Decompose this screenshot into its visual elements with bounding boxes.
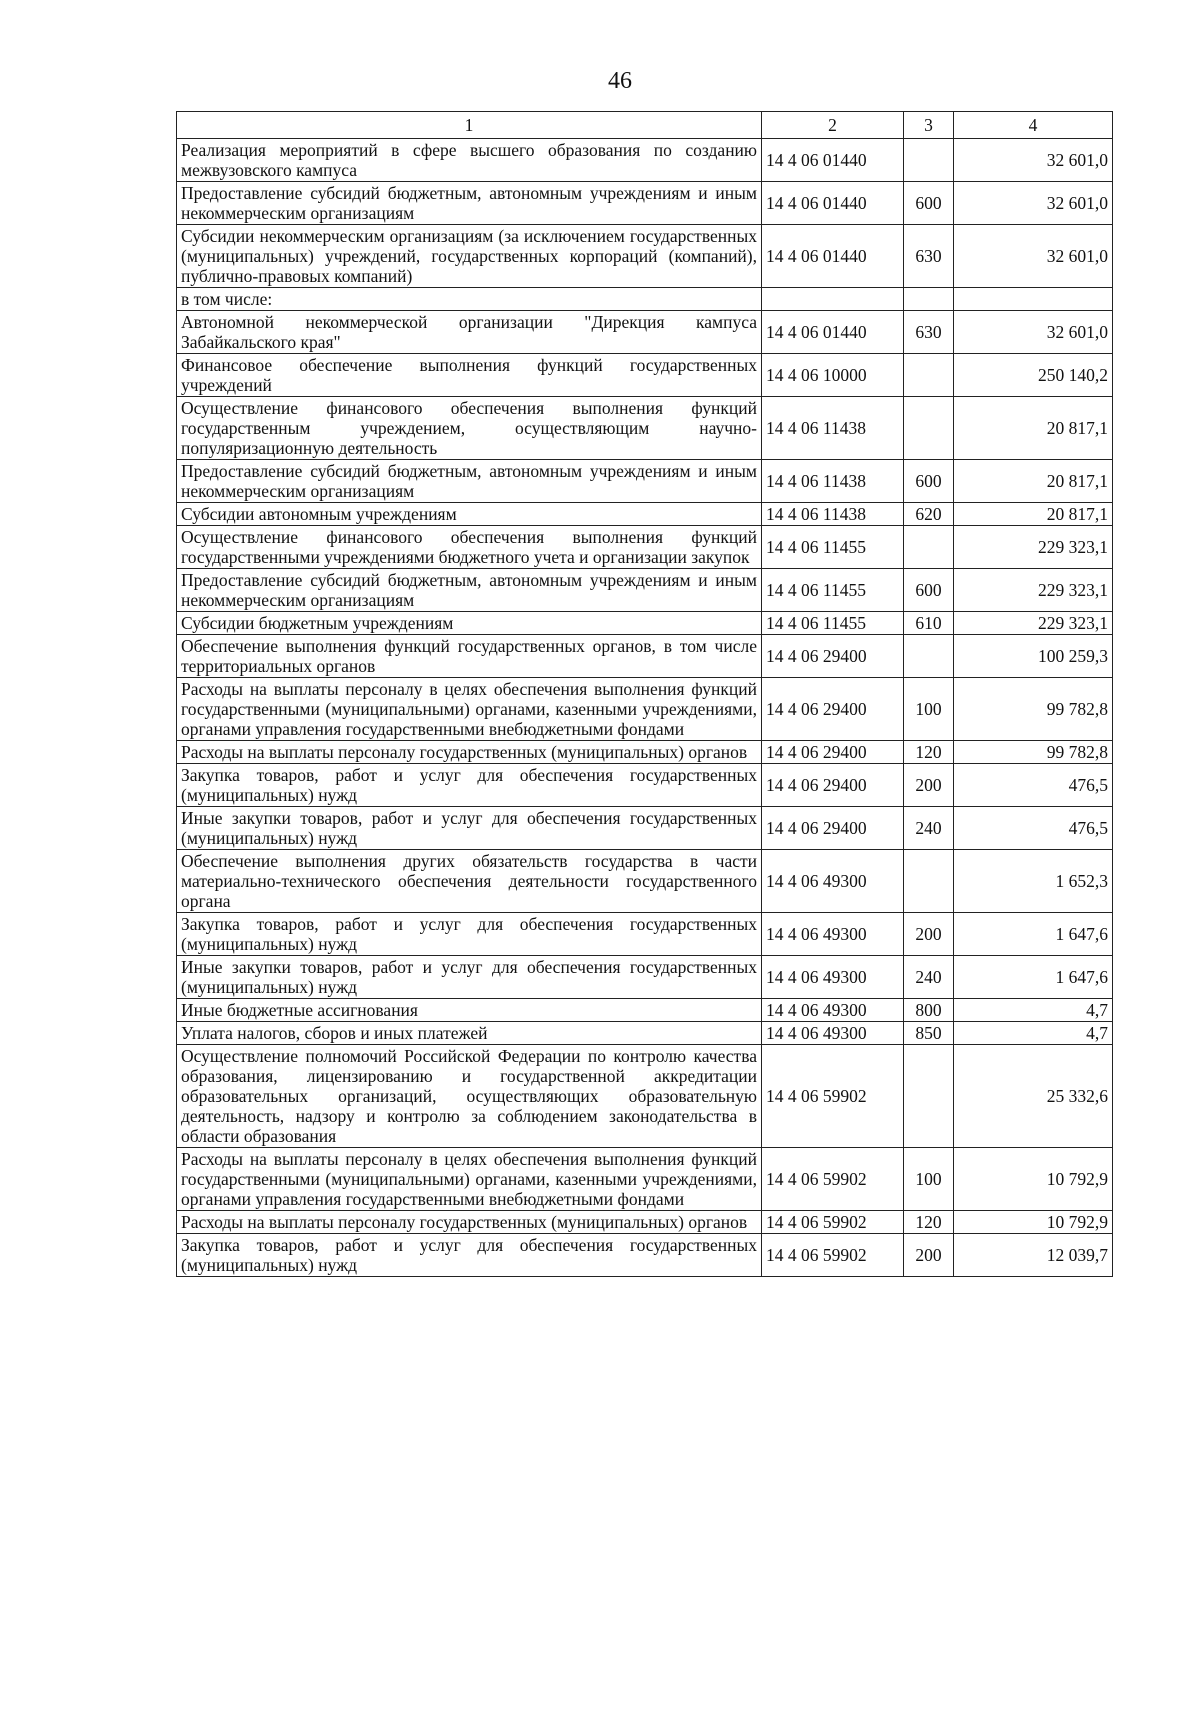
row-sum-cell: 4,7 (954, 1022, 1113, 1045)
row-name-cell: Закупка товаров, работ и услуг для обеспечения государственных (муниципальных) нужд (177, 764, 762, 807)
row-code-cell: 14 4 06 49300 (762, 850, 904, 913)
table-row (177, 225, 1113, 288)
row-type-cell (904, 139, 954, 182)
row-type-cell (904, 526, 954, 569)
row-name-cell: Финансовое обеспечение выполнения функций государственных учреждений (177, 354, 762, 397)
row-type-cell: 120 (904, 1211, 954, 1234)
row-type-cell: 200 (904, 913, 954, 956)
row-name-cell: Предоставление субсидий бюджетным, автономным учреждениям и иным некоммерческим организациям (177, 460, 762, 503)
table-row (177, 999, 1113, 1022)
row-code-cell: 14 4 06 29400 (762, 807, 904, 850)
table-row (177, 139, 1113, 182)
row-code-cell: 14 4 06 11438 (762, 460, 904, 503)
table-row (177, 764, 1113, 807)
row-name-cell: Осуществление финансового обеспечения выполнения функций государственными учреждениями бюджетного учета и организации закупок (177, 526, 762, 569)
row-sum-cell: 99 782,8 (954, 741, 1113, 764)
row-code-cell: 14 4 06 11438 (762, 503, 904, 526)
row-type-cell: 600 (904, 182, 954, 225)
table-row (177, 1148, 1113, 1211)
row-sum-cell: 476,5 (954, 807, 1113, 850)
table-row (177, 678, 1113, 741)
row-sum-cell: 32 601,0 (954, 311, 1113, 354)
row-code-cell: 14 4 06 29400 (762, 764, 904, 807)
row-code-cell (762, 288, 904, 311)
table-row (177, 288, 1113, 311)
row-sum-cell: 229 323,1 (954, 612, 1113, 635)
row-code-cell: 14 4 06 11455 (762, 569, 904, 612)
row-sum-cell: 12 039,7 (954, 1234, 1113, 1277)
row-type-cell: 240 (904, 807, 954, 850)
row-sum-cell: 1 647,6 (954, 913, 1113, 956)
row-name-cell: в том числе: (177, 288, 762, 311)
row-name-cell: Расходы на выплаты персоналу государственных (муниципальных) органов (177, 1211, 762, 1234)
row-code-cell: 14 4 06 11455 (762, 612, 904, 635)
row-name-cell: Закупка товаров, работ и услуг для обеспечения государственных (муниципальных) нужд (177, 913, 762, 956)
row-code-cell: 14 4 06 49300 (762, 956, 904, 999)
table-row (177, 741, 1113, 764)
row-code-cell: 14 4 06 01440 (762, 311, 904, 354)
row-code-cell: 14 4 06 29400 (762, 741, 904, 764)
row-code-cell: 14 4 06 29400 (762, 678, 904, 741)
table-row (177, 1022, 1113, 1045)
row-code-cell: 14 4 06 01440 (762, 225, 904, 288)
row-type-cell: 200 (904, 1234, 954, 1277)
row-name-cell: Предоставление субсидий бюджетным, автономным учреждениям и иным некоммерческим организациям (177, 182, 762, 225)
header-col-4: 4 (954, 112, 1113, 139)
row-code-cell: 14 4 06 59902 (762, 1148, 904, 1211)
row-name-cell: Закупка товаров, работ и услуг для обеспечения государственных (муниципальных) нужд (177, 1234, 762, 1277)
row-code-cell: 14 4 06 01440 (762, 139, 904, 182)
row-code-cell: 14 4 06 10000 (762, 354, 904, 397)
row-code-cell: 14 4 06 11455 (762, 526, 904, 569)
row-type-cell (904, 635, 954, 678)
row-name-cell: Расходы на выплаты персоналу в целях обеспечения выполнения функций государственными (муниципальными) органами, казенными учреждениями, органами управления государственными внебюджетными фондами (177, 678, 762, 741)
row-type-cell: 800 (904, 999, 954, 1022)
table-row (177, 913, 1113, 956)
row-name-cell: Реализация мероприятий в сфере высшего образования по созданию межвузовского кампуса (177, 139, 762, 182)
row-name-cell: Уплата налогов, сборов и иных платежей (177, 1022, 762, 1045)
page-number: 46 (608, 68, 632, 94)
budget-table (176, 111, 1113, 1277)
table-row (177, 1211, 1113, 1234)
table-row (177, 397, 1113, 460)
row-sum-cell: 99 782,8 (954, 678, 1113, 741)
table-body (177, 139, 1113, 1277)
table-row (177, 807, 1113, 850)
row-code-cell: 14 4 06 59902 (762, 1211, 904, 1234)
row-code-cell: 14 4 06 29400 (762, 635, 904, 678)
table-row (177, 1045, 1113, 1148)
row-code-cell: 14 4 06 01440 (762, 182, 904, 225)
row-sum-cell: 229 323,1 (954, 526, 1113, 569)
row-name-cell: Субсидии автономным учреждениям (177, 503, 762, 526)
table-row (177, 503, 1113, 526)
row-code-cell: 14 4 06 49300 (762, 913, 904, 956)
row-type-cell: 850 (904, 1022, 954, 1045)
row-code-cell: 14 4 06 11438 (762, 397, 904, 460)
row-sum-cell: 32 601,0 (954, 139, 1113, 182)
row-sum-cell: 10 792,9 (954, 1211, 1113, 1234)
row-type-cell (904, 354, 954, 397)
table-row (177, 612, 1113, 635)
row-type-cell: 620 (904, 503, 954, 526)
table-row (177, 526, 1113, 569)
row-type-cell: 240 (904, 956, 954, 999)
header-row (177, 112, 1113, 139)
header-col-1: 1 (177, 112, 762, 139)
row-type-cell: 200 (904, 764, 954, 807)
table-row (177, 1234, 1113, 1277)
row-name-cell: Предоставление субсидий бюджетным, автономным учреждениям и иным некоммерческим организациям (177, 569, 762, 612)
row-sum-cell: 32 601,0 (954, 182, 1113, 225)
row-sum-cell: 25 332,6 (954, 1045, 1113, 1148)
row-code-cell: 14 4 06 59902 (762, 1045, 904, 1148)
row-name-cell: Субсидии некоммерческим организациям (за исключением государственных (муниципальных) учреждений, государственных корпораций (компаний), публично-правовых компаний) (177, 225, 762, 288)
row-sum-cell: 476,5 (954, 764, 1113, 807)
row-type-cell: 630 (904, 225, 954, 288)
table-row (177, 182, 1113, 225)
row-sum-cell: 100 259,3 (954, 635, 1113, 678)
row-type-cell: 630 (904, 311, 954, 354)
row-code-cell: 14 4 06 49300 (762, 999, 904, 1022)
row-type-cell: 600 (904, 569, 954, 612)
row-code-cell: 14 4 06 59902 (762, 1234, 904, 1277)
row-name-cell: Расходы на выплаты персоналу государственных (муниципальных) органов (177, 741, 762, 764)
row-sum-cell: 250 140,2 (954, 354, 1113, 397)
row-type-cell (904, 850, 954, 913)
row-type-cell: 100 (904, 1148, 954, 1211)
row-type-cell: 120 (904, 741, 954, 764)
row-name-cell: Автономной некоммерческой организации "Дирекция кампуса Забайкальского края" (177, 311, 762, 354)
row-name-cell: Иные бюджетные ассигнования (177, 999, 762, 1022)
row-sum-cell: 10 792,9 (954, 1148, 1113, 1211)
table-row (177, 460, 1113, 503)
row-name-cell: Осуществление финансового обеспечения выполнения функций государственным учреждением, осуществляющим научно-популяризационную деятельность (177, 397, 762, 460)
header-col-3: 3 (904, 112, 954, 139)
row-name-cell: Расходы на выплаты персоналу в целях обеспечения выполнения функций государственными (муниципальными) органами, казенными учреждениями, органами управления государственными внебюджетными фондами (177, 1148, 762, 1211)
table-row (177, 311, 1113, 354)
header-col-2: 2 (762, 112, 904, 139)
row-type-cell (904, 288, 954, 311)
table-row (177, 850, 1113, 913)
row-code-cell: 14 4 06 49300 (762, 1022, 904, 1045)
row-sum-cell: 20 817,1 (954, 397, 1113, 460)
row-sum-cell: 1 647,6 (954, 956, 1113, 999)
row-sum-cell: 20 817,1 (954, 460, 1113, 503)
row-sum-cell: 20 817,1 (954, 503, 1113, 526)
row-type-cell (904, 397, 954, 460)
table-row (177, 635, 1113, 678)
row-type-cell: 100 (904, 678, 954, 741)
row-name-cell: Субсидии бюджетным учреждениям (177, 612, 762, 635)
row-type-cell: 600 (904, 460, 954, 503)
row-sum-cell: 1 652,3 (954, 850, 1113, 913)
table-row (177, 569, 1113, 612)
row-name-cell: Иные закупки товаров, работ и услуг для обеспечения государственных (муниципальных) нужд (177, 956, 762, 999)
row-sum-cell: 32 601,0 (954, 225, 1113, 288)
row-name-cell: Иные закупки товаров, работ и услуг для обеспечения государственных (муниципальных) нужд (177, 807, 762, 850)
row-sum-cell: 229 323,1 (954, 569, 1113, 612)
row-sum-cell: 4,7 (954, 999, 1113, 1022)
row-name-cell: Обеспечение выполнения функций государственных органов, в том числе территориальных органов (177, 635, 762, 678)
row-name-cell: Обеспечение выполнения других обязательств государства в части материально-технического обеспечения деятельности государственного органа (177, 850, 762, 913)
row-name-cell: Осуществление полномочий Российской Федерации по контролю качества образования, лицензированию и государственной аккредитации образовательных организаций, осуществляющих образовательную деятельность, надзору и контролю за соблюдением законодательства в области образования (177, 1045, 762, 1148)
table-row (177, 956, 1113, 999)
table-row (177, 354, 1113, 397)
row-sum-cell (954, 288, 1113, 311)
row-type-cell: 610 (904, 612, 954, 635)
row-type-cell (904, 1045, 954, 1148)
